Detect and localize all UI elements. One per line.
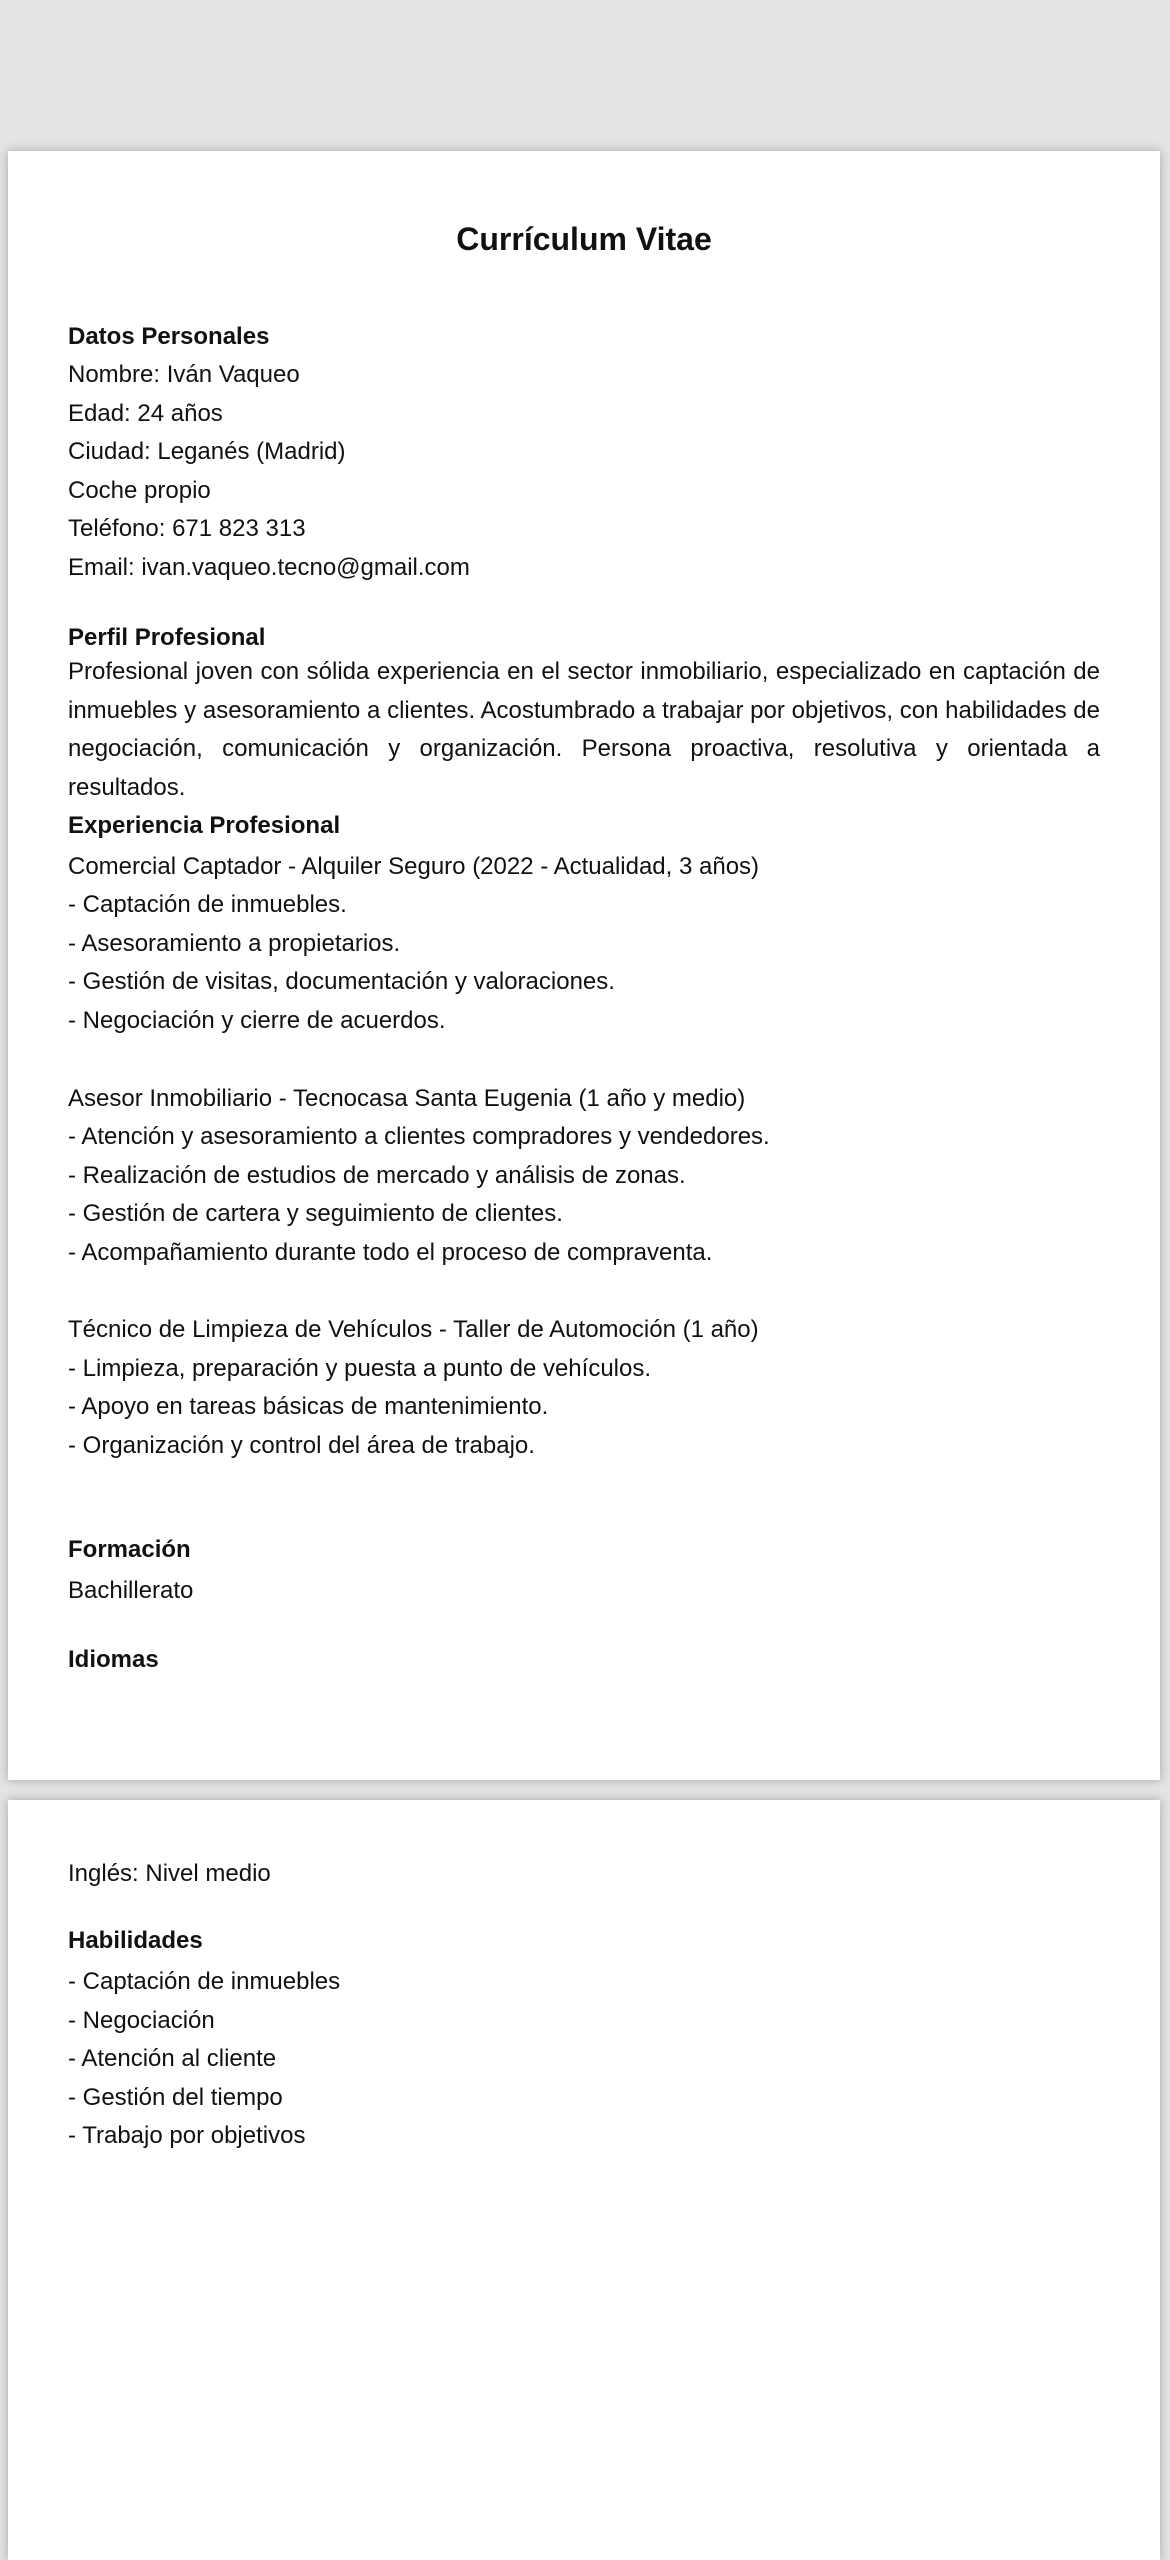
skill-item: - Gestión del tiempo — [68, 2084, 283, 2111]
skill-item: - Trabajo por objetivos — [68, 2122, 306, 2149]
personal-name: Nombre: Iván Vaqueo — [68, 361, 300, 388]
document-page-1 — [8, 151, 1160, 1780]
job-task: - Captación de inmuebles. — [68, 891, 347, 918]
job-task: - Gestión de visitas, documentación y valoraciones. — [68, 968, 615, 995]
section-heading-experience: Experiencia Profesional — [68, 812, 341, 839]
job-task: - Realización de estudios de mercado y análisis de zonas. — [68, 1162, 686, 1189]
job-title: Comercial Captador - Alquiler Seguro (2022 - Actualidad, 3 años) — [68, 853, 760, 880]
job-title: Técnico de Limpieza de Vehículos - Taller de Automoción (1 año) — [68, 1316, 759, 1343]
section-heading-skills: Habilidades — [68, 1927, 203, 1954]
job-task: - Apoyo en tareas básicas de mantenimiento. — [68, 1393, 549, 1420]
personal-age: Edad: 24 años — [68, 400, 223, 427]
job-title: Asesor Inmobiliario - Tecnocasa Santa Eugenia (1 año y medio) — [68, 1085, 746, 1112]
section-heading-education: Formación — [68, 1536, 191, 1563]
skill-item: - Negociación — [68, 2007, 215, 2034]
section-heading-profile: Perfil Profesional — [68, 624, 266, 651]
education-item: Bachillerato — [68, 1577, 194, 1604]
profile-paragraph — [68, 653, 1100, 807]
profile-line: Profesional joven con sólida experiencia en el sector inmobiliario, especializado en captación de — [68, 658, 1100, 685]
job-task: - Asesoramiento a propietarios. — [68, 930, 401, 957]
document-page-2 — [8, 1800, 1160, 2560]
section-heading-languages: Idiomas — [68, 1646, 159, 1673]
document-title: Currículum Vitae — [456, 221, 712, 257]
language-item: Inglés: Nivel medio — [68, 1860, 271, 1887]
job-task: - Organización y control del área de trabajo. — [68, 1432, 535, 1459]
skill-item: - Atención al cliente — [68, 2045, 277, 2072]
profile-line: negociación, comunicación y organización. Persona proactiva, resolutiva y orientada a resultados. — [68, 735, 1100, 801]
job-task: - Gestión de cartera y seguimiento de clientes. — [68, 1200, 563, 1227]
personal-email: Email: ivan.vaqueo.tecno@gmail.com — [68, 554, 470, 581]
profile-line: inmuebles y asesoramiento a clientes. Acostumbrado a trabajar por objetivos, con habilidades de — [68, 696, 1100, 724]
job-task: - Negociación y cierre de acuerdos. — [68, 1007, 446, 1034]
personal-phone: Teléfono: 671 823 313 — [68, 515, 306, 542]
personal-car: Coche propio — [68, 477, 211, 504]
job-task: - Atención y asesoramiento a clientes compradores y vendedores. — [68, 1123, 770, 1150]
job-task: - Limpieza, preparación y puesta a punto de vehículos. — [68, 1355, 652, 1382]
job-task: - Acompañamiento durante todo el proceso de compraventa. — [68, 1239, 713, 1266]
skill-item: - Captación de inmuebles — [68, 1968, 341, 1995]
section-heading-personal: Datos Personales — [68, 323, 270, 350]
personal-city: Ciudad: Leganés (Madrid) — [68, 438, 346, 465]
